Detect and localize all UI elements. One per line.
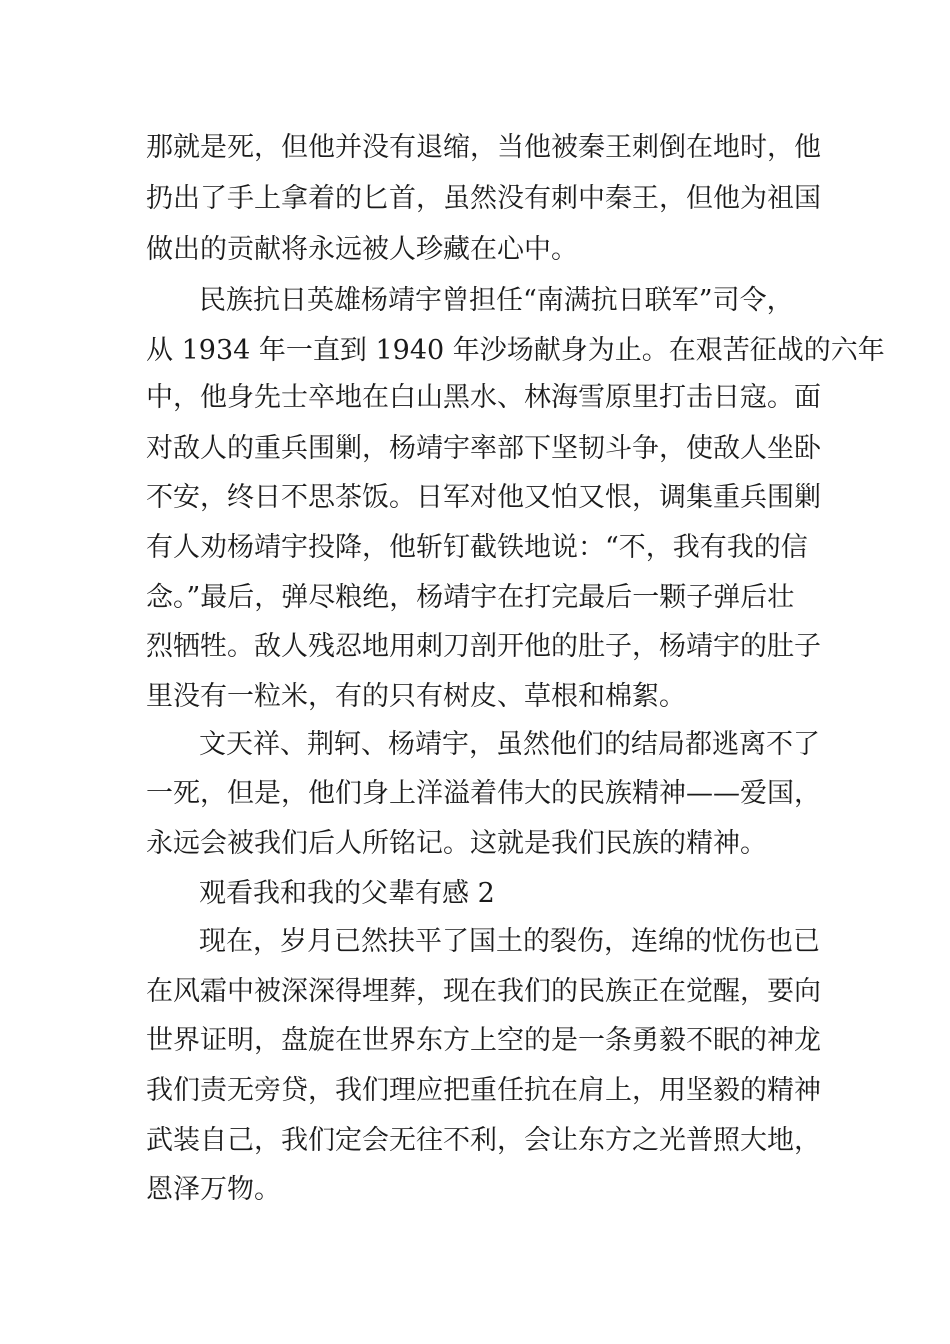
text-line: 烈牺牲。敌人残忍地用刺刀剖开他的肚子，杨靖宇的肚子 (146, 631, 821, 662)
text-line: 那就是死，但他并没有退缩，当他被秦王刺倒在地时，他 (146, 132, 821, 163)
text-line: 有人劝杨靖宇投降，他斩钉截铁地说：“不，我有我的信 (146, 532, 808, 563)
text-line: 对敌人的重兵围剿，杨靖宇率部下坚韧斗争，使敌人坐卧 (146, 433, 821, 464)
text-line: 恩泽万物。 (146, 1174, 281, 1205)
text-line: 里没有一粒米，有的只有树皮、草根和棉絮。 (146, 681, 686, 712)
paragraph-first-line: 民族抗日英雄杨靖宇曾担任“南满抗日联军”司令， (199, 285, 794, 316)
text-line: 一死，但是，他们身上洋溢着伟大的民族精神——爱国， (146, 778, 821, 809)
text-line: 扔出了手上拿着的匕首，虽然没有刺中秦王，但他为祖国 (146, 183, 821, 214)
text-line: 我们责无旁贷，我们理应把重任抗在肩上，用坚毅的精神 (146, 1075, 821, 1106)
text-line: 念。”最后，弹尽粮绝，杨靖宇在打完最后一颗子弹后壮 (146, 582, 795, 613)
paragraph-first-line: 文天祥、荆轲、杨靖宇，虽然他们的结局都逃离不了 (199, 729, 820, 760)
text-line: 中，他身先士卒地在白山黑水、林海雪原里打击日寇。面 (146, 382, 821, 413)
text-line: 永远会被我们后人所铭记。这就是我们民族的精神。 (146, 828, 767, 859)
paragraph-first-line: 现在，岁月已然扶平了国土的裂伤，连绵的忧伤也已 (199, 926, 820, 957)
text-line: 武装自己，我们定会无往不利，会让东方之光普照大地， (146, 1125, 821, 1156)
text-line: 在风霜中被深深得埋葬，现在我们的民族正在觉醒，要向 (146, 976, 821, 1007)
text-line: 做出的贡献将永远被人珍藏在心中。 (146, 234, 578, 265)
text-line: 世界证明，盘旋在世界东方上空的是一条勇毅不眠的神龙 (146, 1025, 821, 1056)
text-line: 不安，终日不思茶饭。日军对他又怕又恨，调集重兵围剿 (146, 482, 821, 513)
section-heading: 观看我和我的父辈有感 2 (199, 878, 495, 909)
text-line: 从 1934 年一直到 1940 年沙场献身为止。在艰苦征战的六年 (146, 335, 885, 366)
